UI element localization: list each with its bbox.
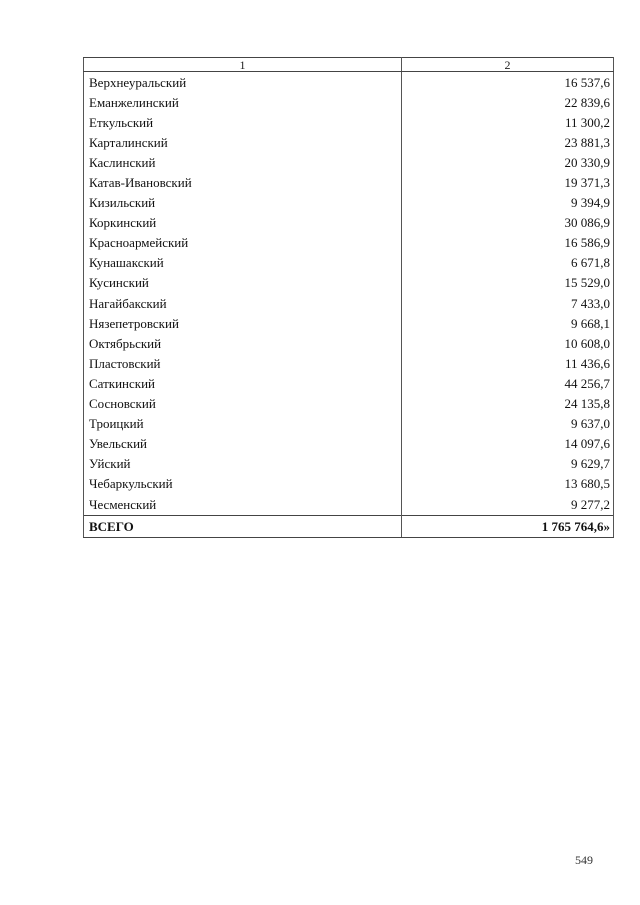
district-name: Пластовский <box>84 353 402 373</box>
district-value: 23 881,3 <box>402 132 614 152</box>
district-value: 22 839,6 <box>402 92 614 112</box>
column-header-2: 2 <box>402 58 614 72</box>
table-row <box>84 193 614 213</box>
table-row <box>84 213 614 233</box>
district-value: 9 277,2 <box>402 494 614 516</box>
district-value: 9 629,7 <box>402 454 614 474</box>
district-name: Каслинский <box>84 152 402 172</box>
table-row <box>84 394 614 414</box>
table-header-row <box>84 58 614 72</box>
district-name: Еманжелинский <box>84 92 402 112</box>
district-name: Верхнеуральский <box>84 72 402 93</box>
district-name: Нязепетровский <box>84 313 402 333</box>
district-value: 24 135,8 <box>402 394 614 414</box>
district-value: 14 097,6 <box>402 434 614 454</box>
page-number: 549 <box>575 853 593 867</box>
total-value: 1 765 764,6» <box>402 515 614 537</box>
table-row <box>84 333 614 353</box>
table-row <box>84 494 614 516</box>
district-name: Саткинский <box>84 373 402 393</box>
table-row <box>84 253 614 273</box>
district-value: 11 300,2 <box>402 112 614 132</box>
district-name: Карталинский <box>84 132 402 152</box>
table-row <box>84 172 614 192</box>
district-name: Чебаркульский <box>84 474 402 494</box>
table-row <box>84 273 614 293</box>
district-name: Катав-Ивановский <box>84 172 402 192</box>
total-label: ВСЕГО <box>84 515 402 537</box>
district-value: 16 537,6 <box>402 72 614 93</box>
table-row <box>84 373 614 393</box>
table-row <box>84 72 614 93</box>
district-name: Увельский <box>84 434 402 454</box>
district-value: 11 436,6 <box>402 353 614 373</box>
district-value: 9 394,9 <box>402 193 614 213</box>
district-value: 7 433,0 <box>402 293 614 313</box>
district-name: Кизильский <box>84 193 402 213</box>
column-header-1: 1 <box>84 58 402 72</box>
district-value: 9 637,0 <box>402 414 614 434</box>
district-name: Троицкий <box>84 414 402 434</box>
district-name: Красноармейский <box>84 233 402 253</box>
district-value: 19 371,3 <box>402 172 614 192</box>
district-value: 20 330,9 <box>402 152 614 172</box>
district-name: Нагайбакский <box>84 293 402 313</box>
district-value: 16 586,9 <box>402 233 614 253</box>
table-row <box>84 434 614 454</box>
data-table <box>83 57 614 538</box>
district-value: 6 671,8 <box>402 253 614 273</box>
district-value: 9 668,1 <box>402 313 614 333</box>
district-value: 15 529,0 <box>402 273 614 293</box>
district-name: Сосновский <box>84 394 402 414</box>
table-row <box>84 313 614 333</box>
table-row <box>84 233 614 253</box>
district-name: Октябрьский <box>84 333 402 353</box>
district-name: Кусинский <box>84 273 402 293</box>
district-name: Еткульский <box>84 112 402 132</box>
table-row <box>84 454 614 474</box>
table-row <box>84 293 614 313</box>
district-value: 13 680,5 <box>402 474 614 494</box>
table-row <box>84 353 614 373</box>
district-name: Коркинский <box>84 213 402 233</box>
table-row <box>84 414 614 434</box>
table-row <box>84 132 614 152</box>
table-row <box>84 92 614 112</box>
table-row <box>84 474 614 494</box>
district-name: Чесменский <box>84 494 402 516</box>
table-row <box>84 152 614 172</box>
district-value: 10 608,0 <box>402 333 614 353</box>
district-name: Уйский <box>84 454 402 474</box>
table-total-row <box>84 515 614 537</box>
table-row <box>84 112 614 132</box>
district-name: Кунашакский <box>84 253 402 273</box>
district-value: 30 086,9 <box>402 213 614 233</box>
district-value: 44 256,7 <box>402 373 614 393</box>
